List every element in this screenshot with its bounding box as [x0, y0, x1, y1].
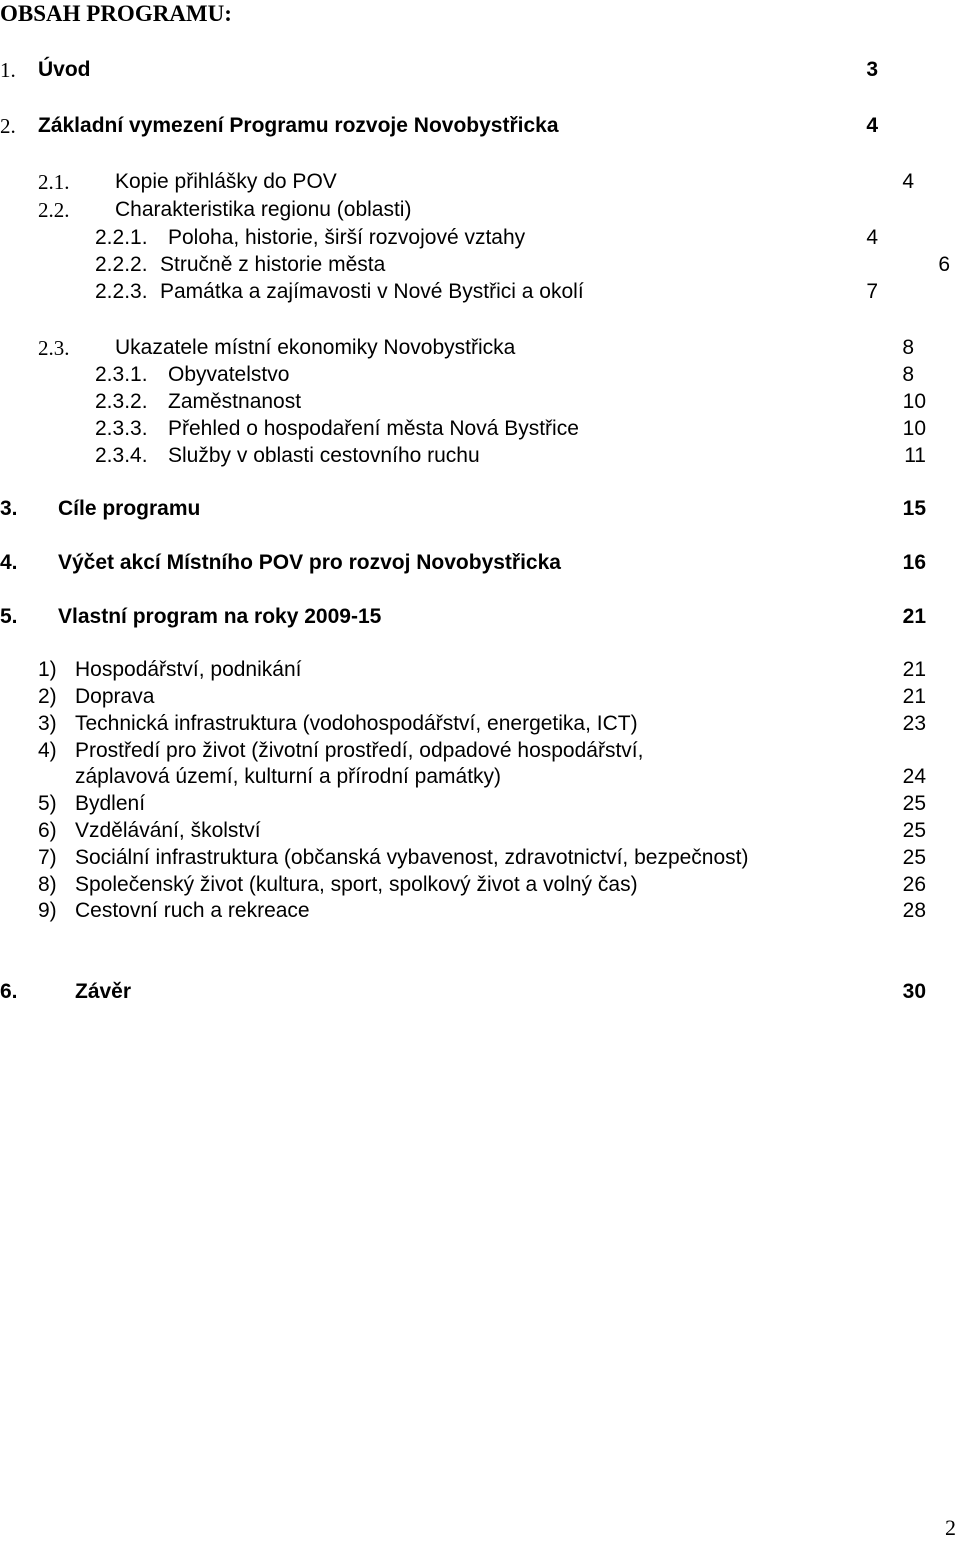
toc-entry-title[interactable]: Cestovní ruch a rekreace [75, 899, 310, 922]
toc-entry-title[interactable]: Vzdělávání, školství [75, 819, 261, 842]
toc-entry-number: 6. [0, 980, 18, 1003]
toc-entry-page: 28 [902, 899, 926, 922]
toc-entry-title[interactable]: Stručně z historie města [160, 253, 386, 276]
toc-entry-page: 3 [866, 58, 878, 81]
toc-entry-number: 6) [38, 819, 57, 842]
toc-entry-title[interactable]: Bydlení [75, 792, 146, 815]
toc-entry-title[interactable]: Základní vymezení Programu rozvoje Novobystřicka [38, 114, 559, 137]
toc-entry-page: 8 [902, 363, 914, 386]
toc-entry-number: 2) [38, 685, 57, 708]
toc-entry-title[interactable]: Výčet akcí Místního POV pro rozvoj Novobystřicka [58, 551, 561, 574]
toc-entry-page: 10 [902, 417, 926, 440]
toc-entry-number: 7) [38, 846, 57, 869]
toc-entry-title[interactable]: Cíle programu [58, 497, 201, 520]
toc-entry-title[interactable]: Prostředí pro život (životní prostředí, odpadové hospodářství, [75, 739, 644, 762]
toc-entry-page: 7 [866, 280, 878, 303]
toc-entry-page: 16 [902, 551, 926, 574]
toc-entry-title[interactable]: Úvod [38, 58, 91, 81]
toc-entry-number: 2.3. [38, 336, 70, 360]
toc-entry-number: 2. [0, 114, 16, 138]
page-number: 2 [945, 1515, 956, 1540]
toc-entry-number: 5. [0, 605, 18, 628]
toc-entry-title[interactable]: Přehled o hospodaření města Nová Bystřice [168, 417, 579, 440]
toc-entry-page: 24 [902, 765, 926, 788]
toc-entry-page: 4 [866, 114, 878, 137]
toc-entry-number: 8) [38, 873, 57, 896]
toc-entry-title[interactable]: Závěr [75, 980, 132, 1003]
toc-entry-page: 21 [902, 605, 926, 628]
toc-entry-number: 1) [38, 658, 57, 681]
toc-entry-title[interactable]: Kopie přihlášky do POV [115, 170, 337, 193]
toc-entry-title-continued[interactable]: záplavová území, kulturní a přírodní památky) [75, 765, 502, 788]
toc-entry-number: 5) [38, 792, 57, 815]
toc-entry-number: 2.2.1. [95, 226, 148, 249]
toc-entry-number: 9) [38, 899, 57, 922]
toc-entry-number: 2.2.3. [95, 280, 148, 303]
toc-entry-number: 2.3.2. [95, 390, 148, 413]
toc-entry-number: 2.2.2. [95, 253, 148, 276]
toc-entry-title[interactable]: Poloha, historie, širší rozvojové vztahy [168, 226, 526, 249]
toc-entry-page: 25 [902, 846, 926, 869]
toc-entry-title[interactable]: Společenský život (kultura, sport, spolkový život a volný čas) [75, 873, 638, 896]
toc-entry-number: 3) [38, 712, 57, 735]
toc-entry-page: 15 [902, 497, 926, 520]
toc-entry-number: 1. [0, 58, 16, 82]
toc-entry-page: 4 [866, 226, 878, 249]
toc-entry-title[interactable]: Charakteristika regionu (oblasti) [115, 198, 412, 221]
toc-entry-page: 21 [902, 685, 926, 708]
toc-entry-number: 2.2. [38, 198, 70, 222]
toc-entry-page: 4 [902, 170, 914, 193]
toc-entry-number: 4. [0, 551, 18, 574]
toc-entry-page: 11 [904, 444, 926, 467]
toc-entry-title[interactable]: Hospodářství, podnikání [75, 658, 302, 681]
toc-entry-page: 10 [902, 390, 926, 413]
toc-entry-page: 25 [902, 819, 926, 842]
toc-entry-number: 4) [38, 739, 57, 762]
toc-entry-page: 8 [902, 336, 914, 359]
toc-entry-page: 26 [902, 873, 926, 896]
toc-heading: OBSAH PROGRAMU: [0, 1, 232, 26]
toc-entry-number: 2.3.4. [95, 444, 148, 467]
toc-entry-title[interactable]: Zaměstnanost [168, 390, 302, 413]
toc-entry-title[interactable]: Služby v oblasti cestovního ruchu [168, 444, 480, 467]
toc-entry-title[interactable]: Technická infrastruktura (vodohospodářství, energetika, ICT) [75, 712, 638, 735]
toc-entry-page: 25 [902, 792, 926, 815]
toc-entry-title[interactable]: Ukazatele místní ekonomiky Novobystřicka [115, 336, 516, 359]
toc-entry-title[interactable]: Památka a zajímavosti v Nové Bystřici a okolí [160, 280, 584, 303]
toc-entry-title[interactable]: Sociální infrastruktura (občanská vybavenost, zdravotnictví, bezpečnost) [75, 846, 749, 869]
toc-entry-title[interactable]: Obyvatelstvo [168, 363, 290, 386]
toc-entry-number: 3. [0, 497, 18, 520]
toc-entry-page: 23 [902, 712, 926, 735]
toc-entry-page: 21 [902, 658, 926, 681]
toc-entry-number: 2.3.3. [95, 417, 148, 440]
toc-entry-number: 2.1. [38, 170, 70, 194]
toc-entry-title[interactable]: Vlastní program na roky 2009-15 [58, 605, 382, 628]
toc-entry-number: 2.3.1. [95, 363, 148, 386]
toc-entry-page: 30 [902, 980, 926, 1003]
toc-entry-title[interactable]: Doprava [75, 685, 155, 708]
toc-entry-page: 6 [938, 253, 950, 276]
